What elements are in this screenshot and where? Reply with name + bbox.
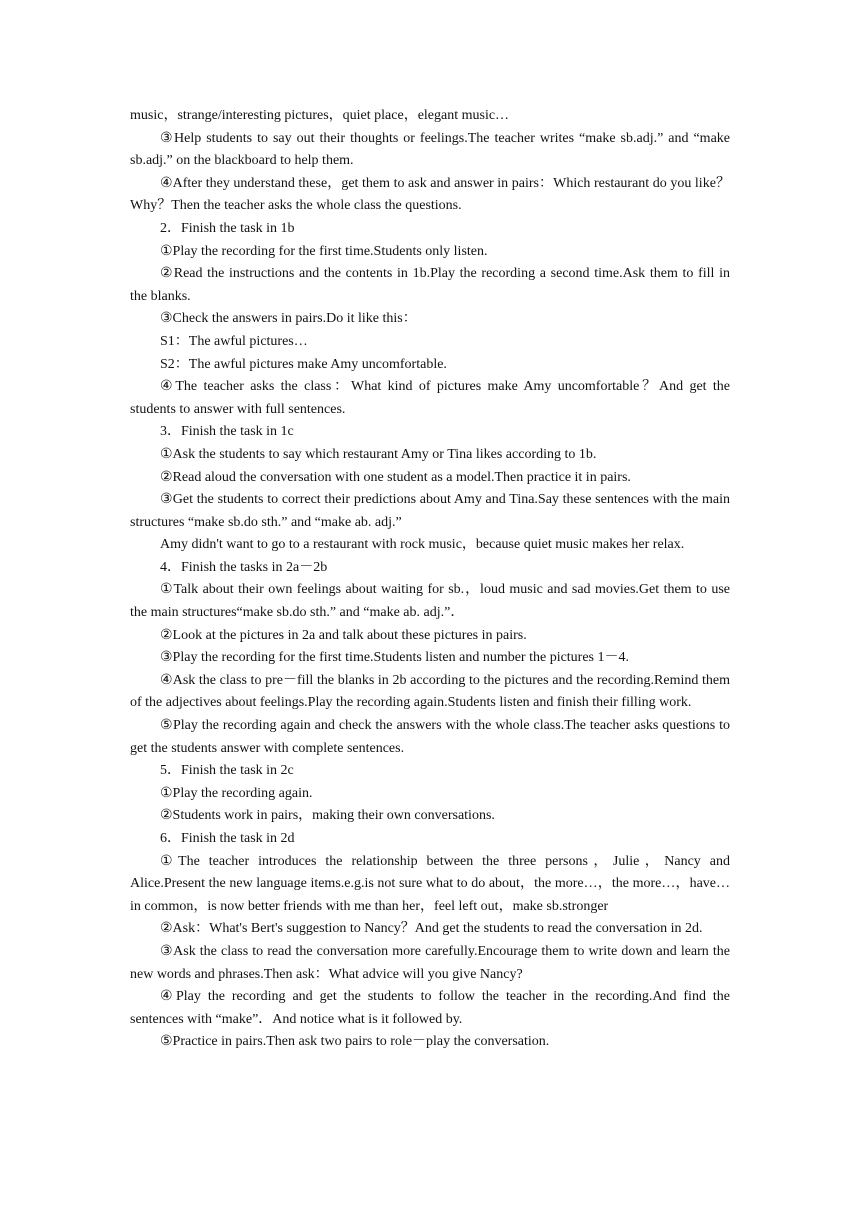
paragraph: ①The teacher introduces the relationship between the three persons，Julie，Nancy and Alice.Present the new language items.e.g.is not sure what to do about，the more…，the more…，have…in common，is now better friends with me than her，feel left out，make sb.stronger [130,853,730,914]
paragraph: ②Look at the pictures in 2a and talk about these pictures in pairs. [160,627,527,643]
paragraph: ④Play the recording and get the students to follow the teacher in the recording.And find the sentences with “make”．And notice what is it followed by. [130,989,730,1027]
paragraph: ①Play the recording for the first time.Students only listen. [160,243,488,259]
paragraph: ②Read aloud the conversation with one student as a model.Then practice it in pairs. [160,469,631,485]
paragraph: ③Ask the class to read the conversation more carefully.Encourage them to write down and learn the new words and phrases.Then ask：What advice will you give Nancy? [130,943,730,982]
section-heading: 6．Finish the task in 2d [160,831,295,846]
paragraph: ②Students work in pairs，making their own conversations. [160,808,495,824]
dialogue-line: S2：The awful pictures make Amy uncomfortable. [160,356,447,372]
paragraph: ①Ask the students to say which restaurant Amy or Tina likes according to 1b. [160,446,597,462]
section-heading: 5．Finish the task in 2c [160,763,294,779]
paragraph: ③Get the students to correct their predictions about Amy and Tina.Say these sentences with the main structures “make sb.do sth.” and “make ab. adj.” [130,492,730,530]
paragraph: ④After they understand these，get them to ask and answer in pairs：Which restaurant do you like？Why？Then the teacher asks the whole class the questions. [130,175,730,214]
section-heading: 3．Finish the task in 1c [160,424,294,440]
paragraph: ⑤Practice in pairs.Then ask two pairs to role－play the conversation. [160,1034,550,1050]
paragraph: ②Ask：What's Bert's suggestion to Nancy？And get the students to read the conversation in 2d. [160,921,703,937]
paragraph: ③Play the recording for the first time.Students listen and number the pictures 1－4. [160,650,630,666]
paragraph: Amy didn't want to go to a restaurant with rock music，because quiet music makes her relax. [160,537,685,553]
paragraph: ②Read the instructions and the contents in 1b.Play the recording a second time.Ask them to fill in the blanks. [130,266,730,304]
paragraph: ①Play the recording again. [160,785,313,801]
paragraph: ①Talk about their own feelings about waiting for sb.，loud music and sad movies.Get them to use the main structures“make sb.do sth.” and “make ab. adj.”． [130,582,730,621]
paragraph: ③Help students to say out their thoughts or feelings.The teacher writes “make sb.adj.” and “make sb.adj.” on the blackboard to help them. [130,130,730,169]
section-heading: 2．Finish the task in 1b [160,220,295,236]
paragraph: ④Ask the class to pre－fill the blanks in 2b according to the pictures and the recording.Remind them of the adjectives about feelings.Play the recording again.Students listen and finish their filling work. [130,672,730,711]
paragraph: ③Check the answers in pairs.Do it like this： [160,311,417,327]
paragraph: music，strange/interesting pictures，quiet place，elegant music… [130,108,510,123]
paragraph: ④The teacher asks the class：What kind of pictures make Amy uncomfortable？And get the students to answer with full sentences. [130,379,730,417]
dialogue-line: S1：The awful pictures… [160,333,308,349]
section-heading: 4．Finish the tasks in 2a－2b [160,559,328,575]
paragraph: ⑤Play the recording again and check the answers with the whole class.The teacher asks questions to get the students answer with complete sentences. [130,718,730,756]
document-body [130,105,730,1054]
